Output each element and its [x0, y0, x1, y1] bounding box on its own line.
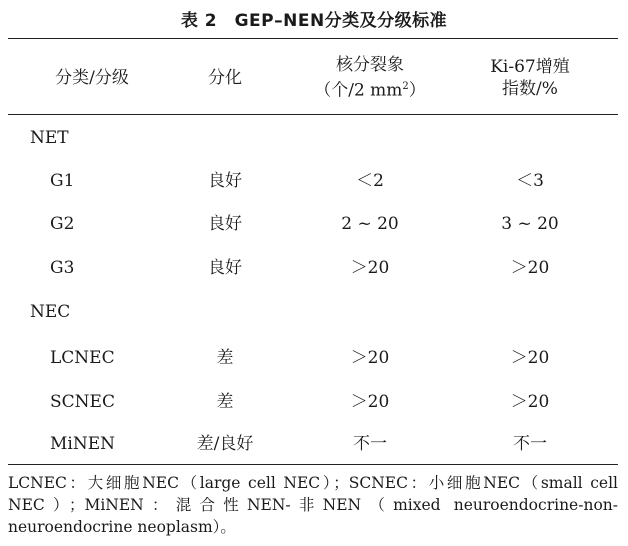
header-differentiation-label: 分化 — [208, 68, 242, 88]
header-ki67-line2: 指数/% — [502, 79, 558, 99]
header-category — [12, 44, 172, 112]
header-mitosis — [290, 44, 450, 112]
table-footnote: LCNEC：大细胞NEC（large cell NEC）；SCNEC：小细胞NEC（small cell NEC）；MiNEN：混合性NEN-非NEN（mixed neuroendocrine-non-neuroendocrine neoplasm）。 — [8, 474, 618, 536]
header-category-label: 分类/分级 — [55, 68, 129, 88]
row-label: LCNEC — [50, 348, 115, 368]
row-ki67: ＞20 — [510, 348, 550, 368]
row-diff: 差 — [216, 392, 234, 412]
group-label-nec: NEC — [30, 302, 71, 322]
header-ki67-line1: Ki-67增殖 — [490, 57, 570, 77]
top-rule — [8, 38, 618, 39]
header-mitosis-line2 — [314, 76, 426, 102]
row-mitosis: 2 ~ 20 — [341, 214, 399, 234]
row-diff: 差/良好 — [196, 434, 254, 454]
table-row — [0, 168, 628, 194]
row-label: G3 — [50, 258, 75, 278]
header-differentiation — [160, 44, 290, 112]
row-label: SCNEC — [50, 392, 115, 412]
row-mitosis: ＜2 — [356, 171, 384, 191]
row-ki67: ＜3 — [516, 171, 544, 191]
row-mitosis: ＞20 — [350, 258, 390, 278]
header-mitosis-sup: 2 — [402, 81, 409, 93]
row-ki67: 不一 — [513, 434, 547, 454]
row-label: MiNEN — [50, 434, 116, 454]
row-diff: 良好 — [208, 258, 242, 278]
table-title: 表 2 GEP–NEN分类及分级标准 — [180, 11, 448, 31]
row-mitosis: ＞20 — [350, 392, 390, 412]
row-mitosis: ＞20 — [350, 348, 390, 368]
row-label: G2 — [50, 214, 75, 234]
bottom-rule — [8, 464, 618, 465]
table-row — [0, 431, 628, 457]
row-diff: 差 — [216, 348, 234, 368]
row-ki67: ＞20 — [510, 392, 550, 412]
header-mitosis-line1: 核分裂象 — [336, 55, 404, 76]
row-ki67: ＞20 — [510, 258, 550, 278]
row-mitosis: 不一 — [353, 434, 387, 454]
header-mitosis-close: ） — [408, 80, 426, 101]
header-rule — [8, 114, 618, 115]
header-mitosis-unit: （个/2 mm — [314, 80, 403, 101]
table-row — [0, 389, 628, 415]
table-row — [0, 345, 628, 371]
table-row — [0, 255, 628, 281]
header-ki67 — [450, 44, 610, 112]
row-ki67: 3 ~ 20 — [501, 214, 559, 234]
row-label: G1 — [50, 171, 75, 191]
table-row — [0, 211, 628, 237]
group-label-net: NET — [30, 128, 69, 148]
row-diff: 良好 — [208, 214, 242, 234]
row-diff: 良好 — [208, 171, 242, 191]
